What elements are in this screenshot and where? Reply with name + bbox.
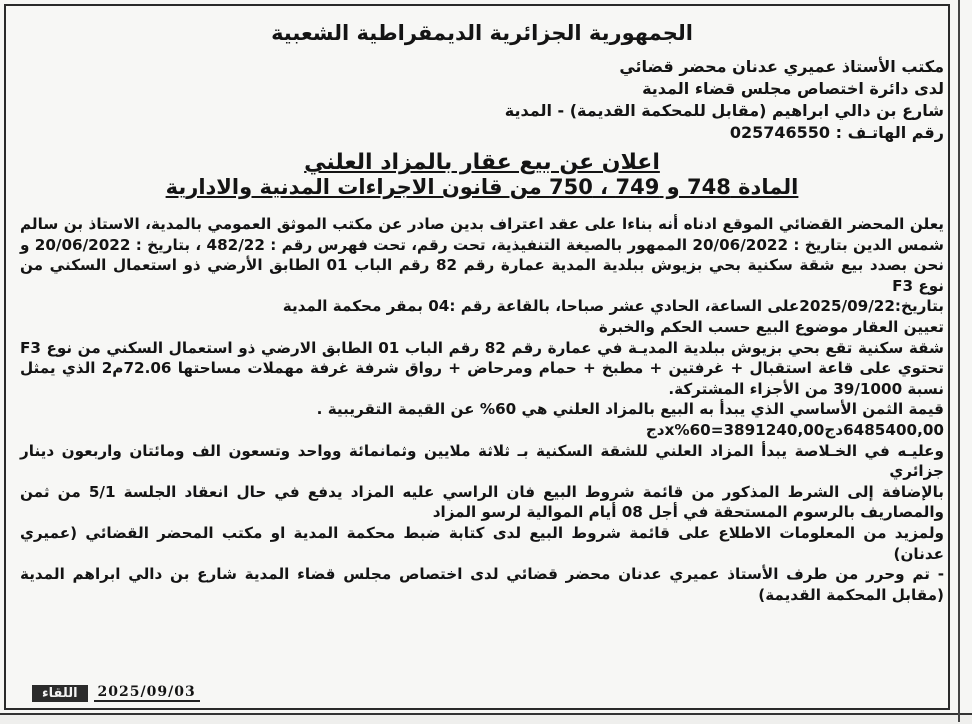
announcement-title: اعلان عن بيع عقار بالمزاد العلني [304,150,660,175]
publication-stamp [32,684,200,702]
notice-body [20,214,944,605]
office-address: شارع بن دالي ابراهيم (مقابل للمحكمة القديمة) - المدية [504,101,944,120]
legal-notice [20,14,944,605]
jurisdiction: لدى دائرة اختصاص مجلس قضاء المدية [642,79,944,98]
republic-heading: الجمهورية الجزائرية الديمقراطية الشعبية [271,21,693,45]
publication-date: 2025/09/03 [94,684,200,702]
announcement-frame [4,4,950,710]
body-paragraph-date: بتاريخ:2025/09/22على الساعة، الحادي عشر صباحا، بالقاعة رقم :04 بمقر محكمة المدية [282,297,944,316]
body-paragraph-signature: - تم وحرر من طرف الأستاذ عميري عدنان محضر قضائي لدى اختصاص مجلس قضاء المدية شارع بن دالي ابراهم المدية (مقابل المحكمة القديمة) [20,565,944,604]
body-paragraph-info: ولمزيد من المعلومات الاطلاع على قائمة شروط البيع لدى كتابة ضبط محكمة المدية او مكتب المحضر القضائي (عميري عدنان) [20,523,944,563]
body-paragraph-summary: وعليـه في الخـلاصة يبدأ المزاد العلني للشقة السكنية بـ ثلاثة ملايين وثمانمائة وواحد وتسعون الف ومائتان واربعون دينار جزائري [20,441,944,481]
body-paragraph-property: شقة سكنية تقع بحي بزيوش ببلدية المديـة في عمارة رقم 82 رقم الباب 01 الطابق الارضي ذو استعمال السكني من نوع F3 تحتوي على قاعة استقبال + غرفتين + مطبخ + حمام ومرحاض + رواق شرفة غرفة مهملات مساحتها 72.06م2 الذي يمثل نسبة 39/1000 من الأجزاء المشتركة. [20,338,944,398]
body-paragraph-conditions: بالإضافة إلى الشرط المذكور من قائمة شروط البيع فان الراسي عليه المزاد يدفع في حال انعقاد الجلسة 5/1 من ثمن والمصاريف بالرسوم المستحقة في أجل 08 أيام الموالية لرسو المزاد [20,482,944,522]
right-edge-divider [958,0,960,722]
office-name: مكتب الأستاذ عميري عدنان محضر قضائي [619,57,944,76]
phone-number: 025746550 [729,123,831,142]
body-paragraph-calculation: 6485400,00دجx%60=3891240,00دج [645,420,944,439]
body-paragraph-property-heading: تعيين العقار موضوع البيع حسب الحكم والخبرة [598,317,944,336]
announcement-subtitle: المادة 748 و 749 ، 750 من قانون الاجراءات المدنية والادارية [165,175,799,199]
newspaper-label: اللقاء [32,685,88,702]
phone-line [20,122,944,144]
bottom-divider [0,713,972,724]
body-paragraph-base-price: قيمة الثمن الأساسي الذي يبدأ به البيع بالمزاد العلني هي 60% عن القيمة التقريبية . [316,400,944,419]
phone-label: رقم الهاتـف : [835,123,944,142]
body-paragraph-intro: يعلن المحضر القضائي الموقع ادناه أنه بناءا على عقد اعتراف بدين صادر عن مكتب الموثق العمومي بالمدية، الاستاذ بن سالم شمس الدين بتاريخ : 20/06/2022 الممهور بالصيغة التنفيذية، تحت رقم، تحت فهرس رقم : 482/22 ، بتاريخ : 20/06/2022 و نحن بصدد بيع شقة سكنية بحي بزيوش ببلدية المدية عمارة رقم 82 رقم الباب 01 الطابق الأرضي ذو استعمال السكني من نوع F3 [20,215,944,295]
